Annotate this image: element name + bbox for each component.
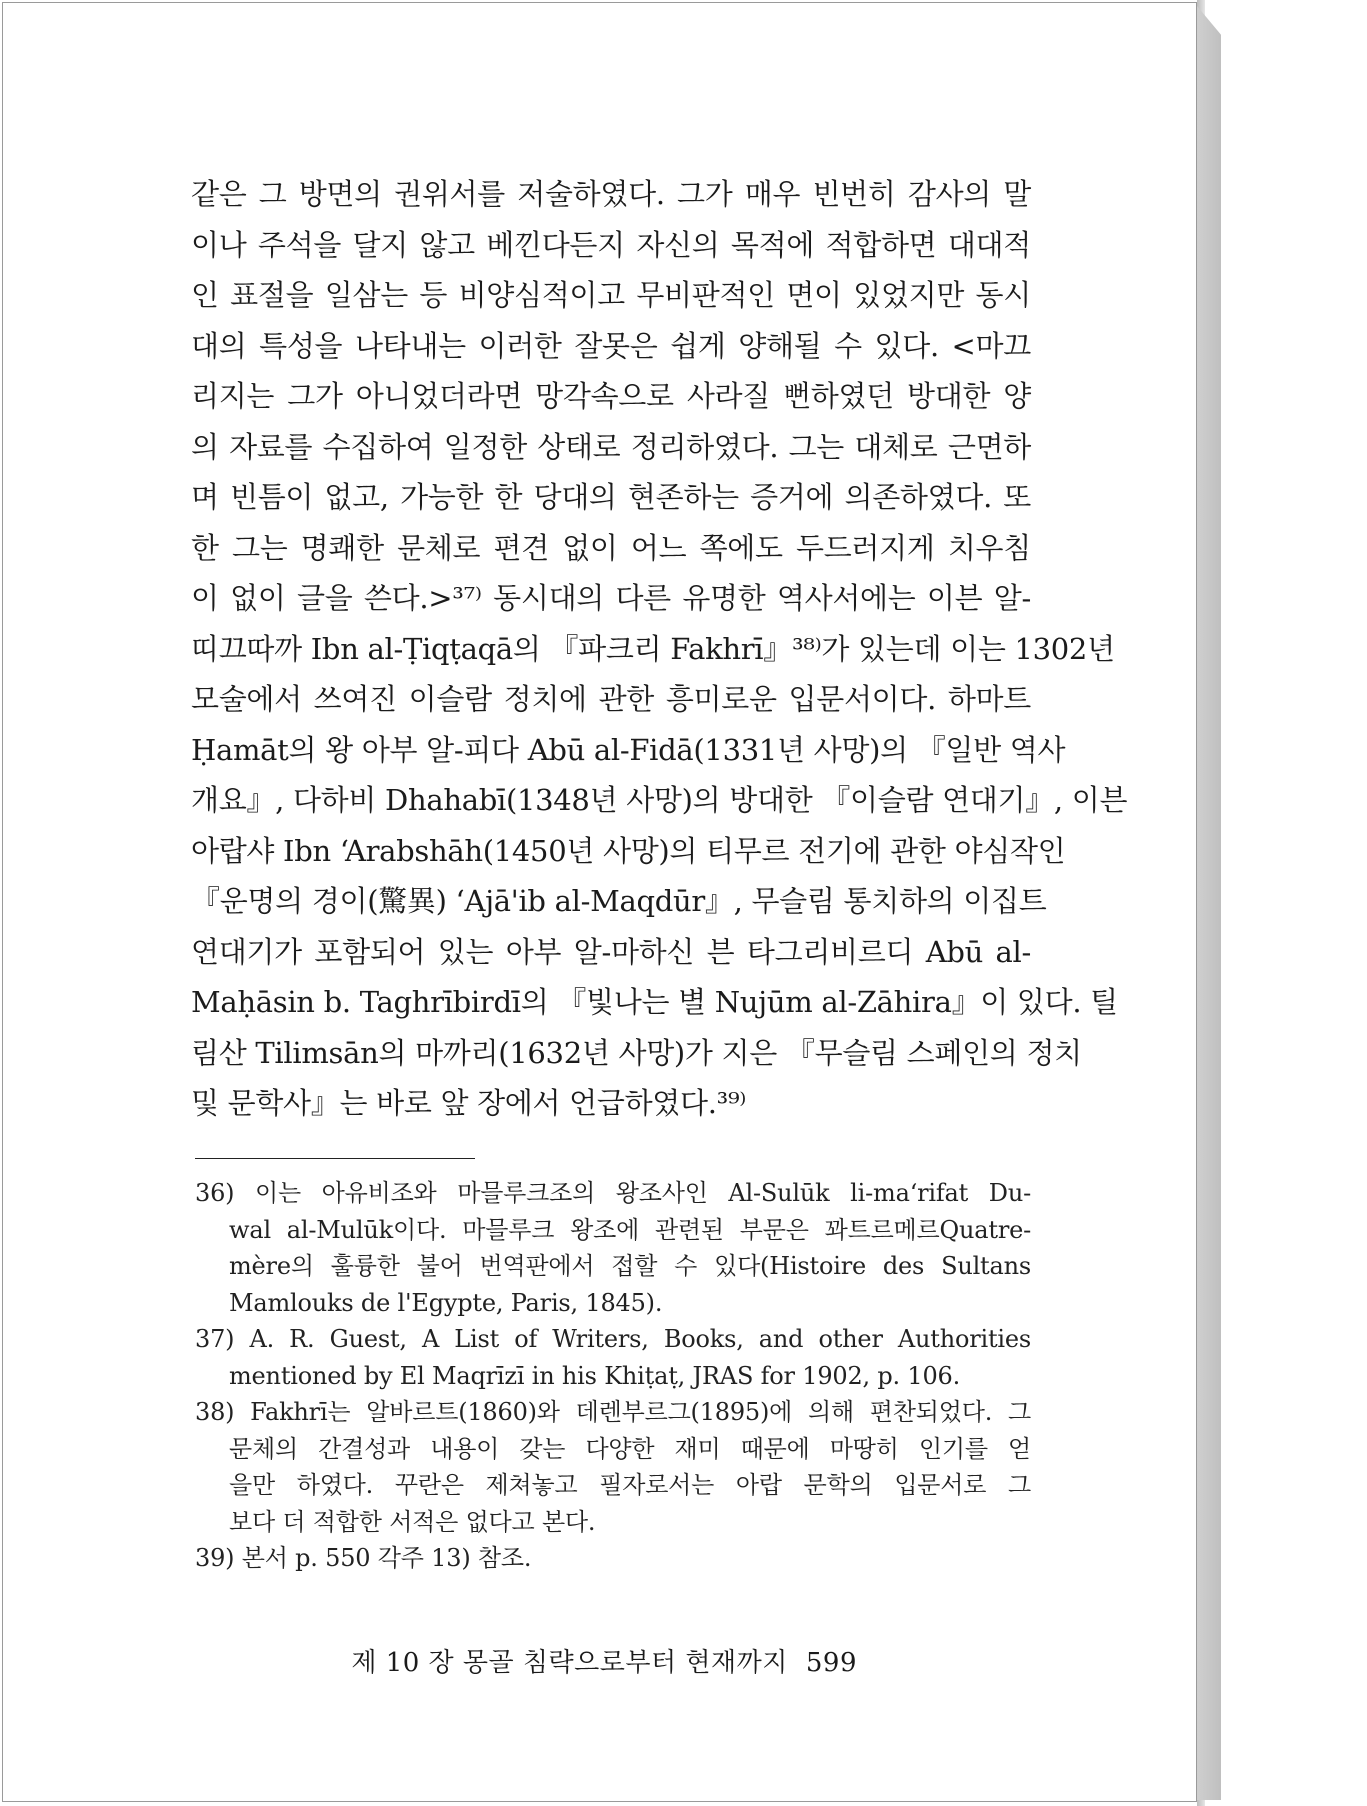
- book-page: [2, 2, 1197, 1802]
- body-line: 림산 Tilimsān의 마까리(1632년 사망)가 지은 『무슬림 스페인의 정치: [191, 1035, 1082, 1070]
- body-line: Maḥāsin b. Taghrībirdī의 『빛나는 별 Nujūm al-Zāhira』이 있다. 틸: [191, 985, 1118, 1019]
- footnote-36-cont: wal al-Mulūk이다. 마믈루크 왕조에 관련된 부문은 꽈트르메르Quatre-: [229, 1215, 1031, 1244]
- chapter-title: 제 10 장 몽골 침략으로부터 현재까지: [351, 1648, 788, 1678]
- footnote-38-cont: 을만 하였다. 꾸란은 제쳐놓고 필자로서는 아랍 문학의 입문서로 그: [229, 1471, 1031, 1499]
- body-line: 의 자료를 수집하여 일정한 상태로 정리하였다. 그는 대체로 근면하: [191, 429, 1031, 464]
- running-footer: [351, 1642, 857, 1679]
- body-line: 연대기가 포함되어 있는 아부 알-마하신 븐 타그리비르디 Abū al-: [191, 934, 1031, 969]
- footnote-38: 38) Fakhrī는 알바르트(1860)와 데렌부르그(1895)에 의해 편찬되었다. 그: [195, 1398, 1031, 1426]
- body-line: 한 그는 명쾌한 문체로 편견 없이 어느 쪽에도 두드러지게 치우침: [191, 530, 1031, 565]
- footnote-37: 37) A. R. Guest, A List of Writers, Books, and other Authorities: [195, 1325, 1031, 1353]
- body-line: 띠끄따까 Ibn al-Ṭiqṭaqā의 『파크리 Fakhrī』³⁸⁾가 있는데 이는 1302년: [191, 631, 1115, 666]
- body-line: 리지는 그가 아니었더라면 망각속으로 사라질 뻔하였던 방대한 양: [191, 379, 1031, 413]
- body-line: 같은 그 방면의 권위서를 저술하였다. 그가 매우 빈번히 감사의 말: [191, 177, 1031, 211]
- body-line: 및 문학사』는 바로 앞 장에서 언급하였다.³⁹⁾: [191, 1086, 747, 1120]
- footnote-39: 39) 본서 p. 550 각주 13) 참조.: [195, 1544, 532, 1572]
- body-line: 이 없이 글을 쓴다.>³⁷⁾ 동시대의 다른 유명한 역사서에는 이븐 알-: [191, 581, 1031, 615]
- body-line: 『운명의 경이(驚異) ʻAjā'ib al-Maqdūr』, 무슬림 통치하의 이집트: [191, 884, 1047, 918]
- footnote-36-cont: Mamlouks de l'Egypte, Paris, 1845).: [229, 1288, 663, 1317]
- footnote-36: 36) 이는 아유비조와 마믈루크조의 왕조사인 Al-Sulūk li-maʻrifat Du-: [195, 1179, 1031, 1207]
- page-stack-edge: [1197, 6, 1257, 1800]
- footnote-37-cont: mentioned by El Maqrīzī in his Khiṭaṭ, JRAS for 1902, p. 106.: [229, 1361, 961, 1390]
- body-line: 대의 특성을 나타내는 이러한 잘못은 쉽게 양해될 수 있다. <마끄: [191, 328, 1031, 363]
- body-line: Ḥamāt의 왕 아부 알-피다 Abū al-Fidā(1331년 사망)의 『일반 역사: [191, 732, 1066, 767]
- footnote-38-cont: 문체의 간결성과 내용이 갖는 다양한 재미 때문에 마땅히 인기를 얻: [229, 1434, 1031, 1463]
- page-number: 599: [805, 1648, 857, 1678]
- body-line: 개요』, 다하비 Dhahabī(1348년 사망)의 방대한 『이슬람 연대기』, 이븐: [191, 783, 1128, 817]
- footnote-38-cont: 보다 더 적합한 서적은 없다고 본다.: [229, 1507, 596, 1536]
- footnote-36-cont: mère의 훌륭한 불어 번역판에서 접할 수 있다(Histoire des Sultans: [229, 1252, 1031, 1280]
- body-line: 이나 주석을 달지 않고 베낀다든지 자신의 목적에 적합하면 대대적: [191, 227, 1031, 262]
- footnote-divider: [195, 1158, 475, 1159]
- body-line: 아랍샤 Ibn ʻArabshāh(1450년 사망)의 티무르 전기에 관한 야심작인: [191, 833, 1066, 868]
- body-line: 며 빈틈이 없고, 가능한 한 당대의 현존하는 증거에 의존하였다. 또: [191, 480, 1031, 514]
- body-line: 인 표절을 일삼는 등 비양심적이고 무비판적인 면이 있었지만 동시: [191, 278, 1031, 312]
- body-line: 모술에서 쓰여진 이슬람 정치에 관한 흥미로운 입문서이다. 하마트: [191, 682, 1031, 716]
- footnotes: [195, 1175, 1031, 1577]
- body-text: [191, 169, 1128, 1129]
